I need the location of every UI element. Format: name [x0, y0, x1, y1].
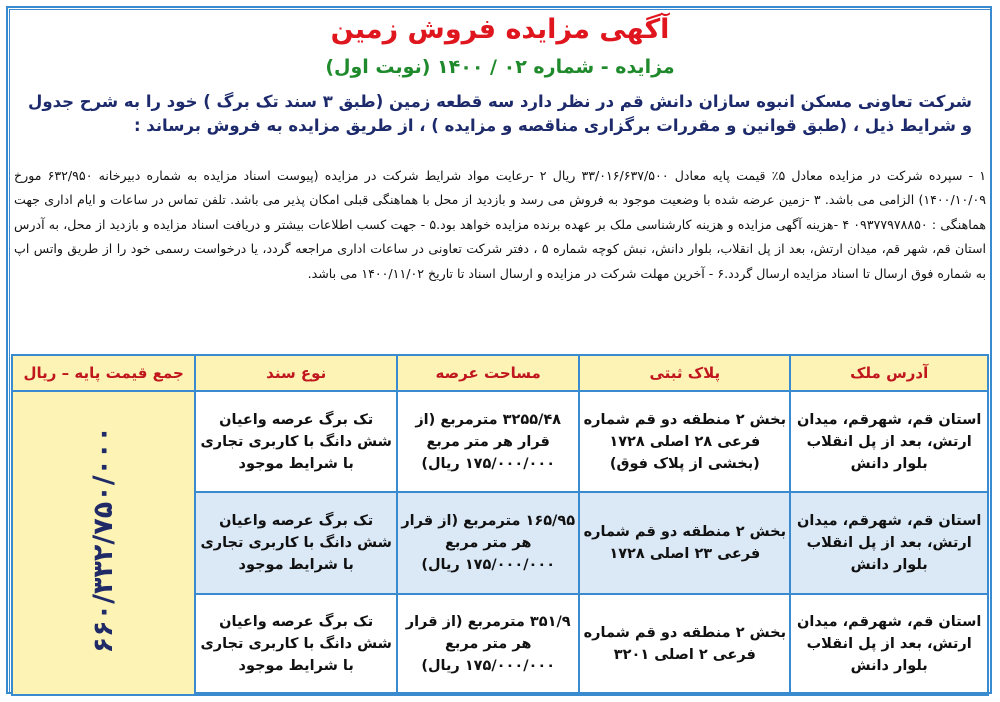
header-plaque: پلاک ثبتی — [579, 355, 790, 391]
ad-conditions: ۱ - سپرده شرکت در مزایده معادل ۵٪ قیمت پایه معادل ۳۳/۰۱۶/۶۳۷/۵۰۰ ریال ۲ -رعایت مواد شرایط شرکت در مزایده (پیوست اسناد مزایده به شماره دبیرخانه ۶۳۲/۹۵۰ مورخ ۱۴۰۰/۱۰/۰۹) الزامی می باشد. ۳ -زمین عرضه شده با وضعیت موجود به فروش می رسد و بازدید از محل با هماهنگی قبلی امکان پذیر می باشد. تلفن تماس در ساعات و ایام اداری جهت هماهنگی : ۰۹۳۷۷۹۷۸۸۵۰ ۴ -هزینه آگهی مزایده و هزینه کارشناسی ملک بر عهده برنده مزایده خواهد بود.۵ - جهت کسب اطلاعات بیشتر و دریافت اسناد مزایده و بازدید از محل، به آدرس استان قم، شهر قم، میدان ارتش، بعد از پل انقلاب، بلوار دانش، نبش کوچه شماره ۵ ، دفتر شرکت تعاونی در ساعات اداری مراجعه گردد، یا درخواست رسمی خود را از طریق واتس اپ به شماره فوق ارسال تا اسناد مزایده ارسال گردد.۶ - آخرین مهلت شرکت در مزایده و ارسال اسناد تا تاریخ ۱۴۰۰/۱۱/۰۲ می باشد. — [14, 168, 987, 281]
ad-subtitle: مزایده - شماره ۰۲ / ۱۴۰۰ (نوبت اول) — [325, 56, 675, 78]
table-row — [12, 391, 988, 492]
total-price: ۶۶۰/۳۳۲/۷۵۰/۰۰۰ — [87, 425, 119, 654]
header-address: آدرس ملک — [790, 355, 988, 391]
row-address: استان قم، شهرقم، میدان ارتش، بعد از پل انقلاب بلوار دانش — [790, 594, 988, 695]
table-header-row — [12, 355, 988, 391]
row-address: استان قم، شهرقم، میدان ارتش، بعد از پل انقلاب بلوار دانش — [790, 492, 988, 593]
ad-intro: شرکت تعاونی مسکن انبوه سازان دانش قم در نظر دارد سه قطعه زمین (طبق ۳ سند تک برگ ) خود را به شرح جدول و شرایط ذیل ، (طبق قوانین و مقررات برگزاری مناقصه و مزایده ) ، از طریق مزایده به فروش برساند : — [28, 92, 972, 135]
row-doc-type: تک برگ عرصه واعیان شش دانگ با کاربری تجاری با شرایط موجود — [195, 391, 397, 492]
row-doc-type: تک برگ عرصه واعیان شش دانگ با کاربری تجاری با شرایط موجود — [195, 492, 397, 593]
row-plaque: بخش ۲ منطقه دو قم شماره فرعی ۲۸ اصلی ۱۷۲۸ (بخشی از پلاک فوق) — [579, 391, 790, 492]
property-table — [11, 354, 989, 696]
header-area: مساحت عرصه — [397, 355, 579, 391]
total-price-cell — [12, 391, 195, 695]
row-area: ۳۲۵۵/۴۸ مترمربع (از قرار هر متر مربع ۱۷۵/۰۰۰/۰۰۰ ریال) — [397, 391, 579, 492]
row-doc-type: تک برگ عرصه واعیان شش دانگ با کاربری تجاری با شرایط موجود — [195, 594, 397, 695]
ad-title: آگهی مزایده فروش زمین — [330, 14, 670, 45]
row-plaque: بخش ۲ منطقه دو قم شماره فرعی ۲ اصلی ۳۲۰۱ — [579, 594, 790, 695]
row-area: ۳۵۱/۹ مترمربع (از قرار هر متر مربع ۱۷۵/۰۰۰/۰۰۰ ریال) — [397, 594, 579, 695]
header-total: جمع قیمت پایه – ریال — [12, 355, 195, 391]
row-address: استان قم، شهرقم، میدان ارتش، بعد از پل انقلاب بلوار دانش — [790, 391, 988, 492]
row-plaque: بخش ۲ منطقه دو قم شماره فرعی ۲۳ اصلی ۱۷۲۸ — [579, 492, 790, 593]
row-area: ۱۶۵/۹۵ مترمربع (از قرار هر متر مربع ۱۷۵/۰۰۰/۰۰۰ ریال) — [397, 492, 579, 593]
header-doc-type: نوع سند — [195, 355, 397, 391]
